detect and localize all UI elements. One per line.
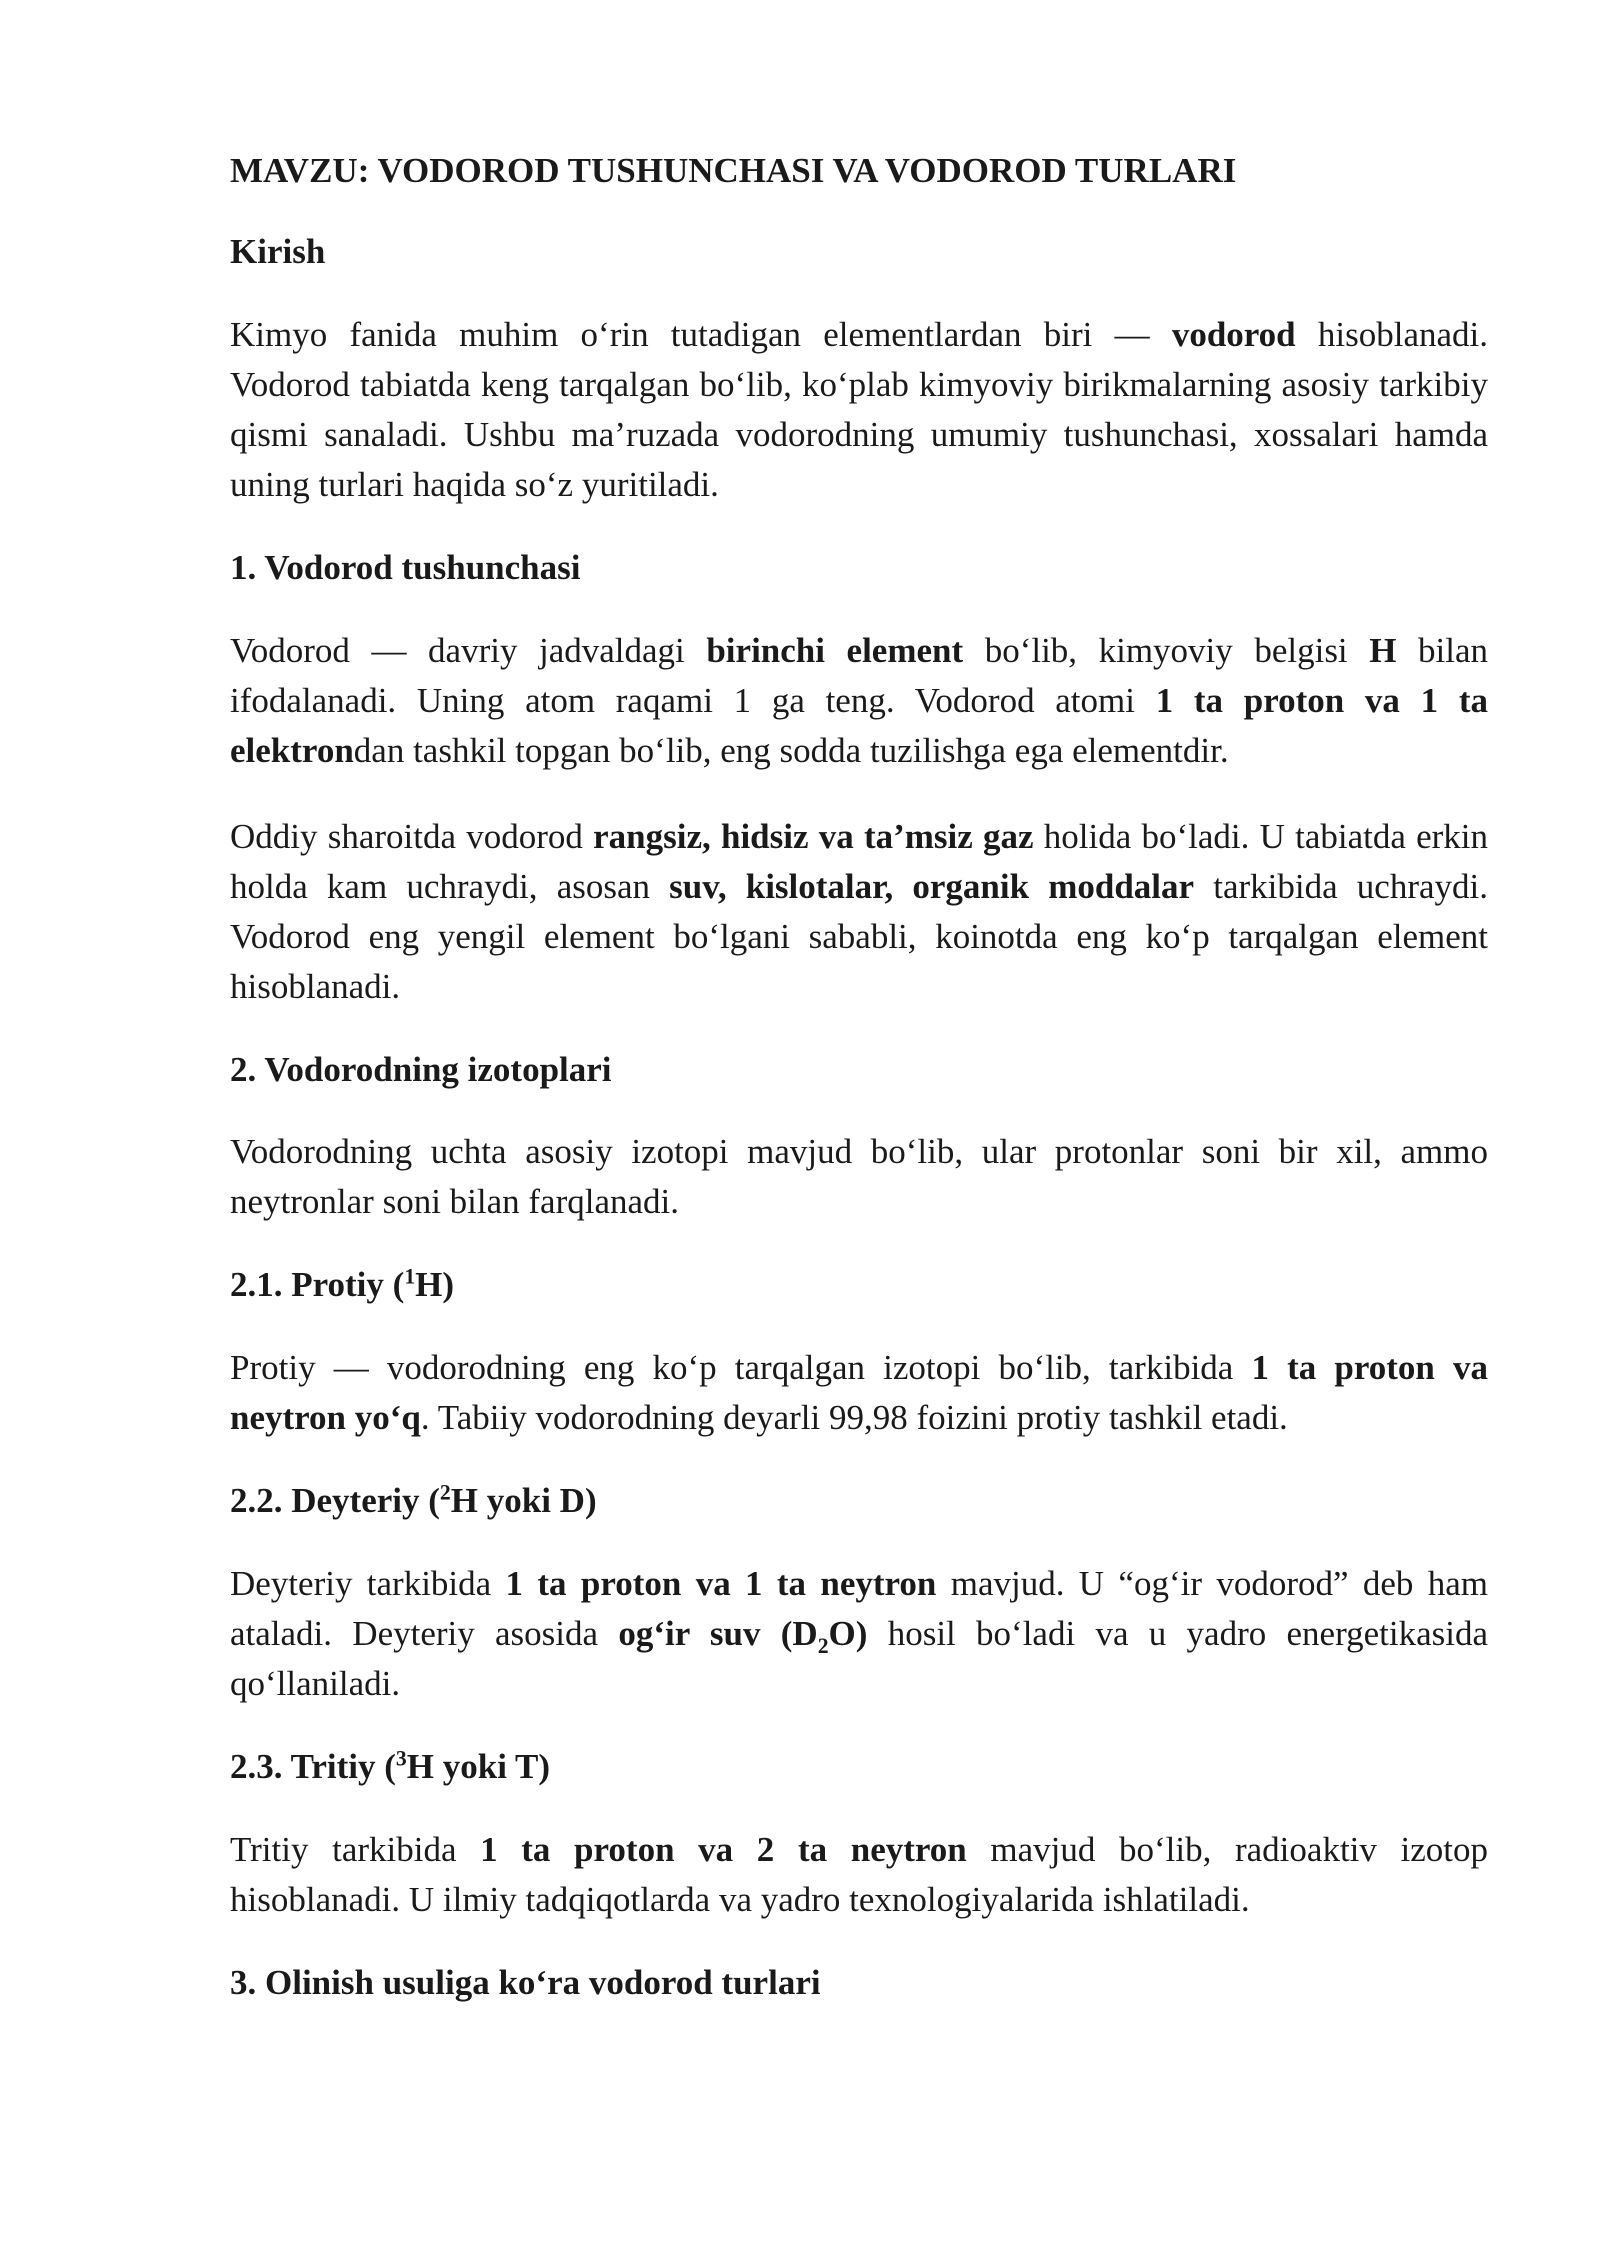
s21-text-a: Protiy — vodorodning eng ko‘p tarqalgan izotopi bo‘lib, tarkibida bbox=[230, 1348, 1252, 1387]
s1-p1-text-e: bilan ifodalanadi. Uning atom raqami 1 ga teng. Vodorod atomi bbox=[230, 630, 1488, 720]
section-2-paragraph: Vodorodning uchta asosiy izotopi mavjud bo‘lib, ular protonlar soni bir xil, ammo neytronlar soni bilan farqlanadi. bbox=[230, 1132, 1488, 1222]
s1-p2-text-e: tarkibida uchraydi. Vodorod eng yengil element bo‘lgani sababli, koinotda eng ko‘p tarqalgan element hisoblanadi. bbox=[230, 866, 1488, 1006]
intro-bold-vodorod: vodorod bbox=[1171, 314, 1296, 354]
s22-bold-d2: O) bbox=[828, 1613, 868, 1653]
s1-p1-bold-f: 1 ta proton va 1 ta elektron bbox=[230, 680, 1488, 770]
s1-p2-bold-d: suv, kislotalar, organik moddalar bbox=[669, 866, 1195, 906]
s22-bold-b: 1 ta proton va 1 ta neytron bbox=[505, 1563, 937, 1603]
section-2-2-paragraph bbox=[230, 1559, 1488, 1709]
s1-p2-bold-b: rangsiz, hidsiz va ta’msiz gaz bbox=[593, 816, 1034, 856]
s22-text-c: mavjud. U “og‘ir vodorod” deb ham ataladi. Deyteriy asosida bbox=[230, 1563, 1488, 1653]
s23-heading-a: 2.3. Tritiy ( bbox=[230, 1746, 396, 1786]
document-title: MAVZU: VODOROD TUSHUNCHASI VA VODOROD TURLARI bbox=[230, 151, 1237, 190]
s22-text-e: hosil bo‘ladi va u yadro energetikasida qo‘llaniladi. bbox=[230, 1613, 1489, 1703]
s23-heading-b: H yoki T) bbox=[406, 1746, 551, 1786]
s21-text-c: . Tabiiy vodorodning deyarli 99,98 foizini protiy tashkil etadi. bbox=[420, 1398, 1288, 1437]
s22-heading-b: H yoki D) bbox=[450, 1481, 597, 1520]
s22-bold-heavy-water bbox=[618, 1613, 868, 1658]
intro-heading: Kirish bbox=[230, 232, 326, 271]
section-2-3-paragraph bbox=[230, 1825, 1488, 1925]
s1-p1-bold-d: H bbox=[1369, 630, 1397, 670]
s22-bold-sub: 2 bbox=[817, 1633, 829, 1658]
s23-text-c: mavjud bo‘lib, radioaktiv izotop hisoblanadi. U ilmiy tadqiqotlarda va yadro texnologiyalarida ishlatiladi. bbox=[230, 1829, 1489, 1919]
s1-p1-text-a: Vodorod — davriy jadvaldagi bbox=[230, 630, 707, 670]
section-2-heading: 2. Vodorodning izotoplari bbox=[230, 1049, 612, 1089]
intro-text-2: hisoblanadi. Vodorod tabiatda keng tarqalgan bo‘lib, ko‘plab kimyoviy birikmalarning asosiy tarkibiy qismi sanaladi. Ushbu ma’ruzada vodorodning umumiy tushunchasi, xossalari hamda uning turlari haqida so‘z yuritiladi. bbox=[230, 314, 1488, 504]
intro-paragraph bbox=[230, 310, 1488, 510]
s23-text-a: Tritiy tarkibida bbox=[230, 1829, 481, 1869]
s1-p1-text-g: dan tashkil topgan bo‘lib, eng sodda tuzilishga ega elementdir. bbox=[353, 730, 1229, 770]
document-page bbox=[230, 150, 1488, 2040]
s22-bold-d1: og‘ir suv (D bbox=[618, 1613, 818, 1653]
section-2-2-heading bbox=[230, 1479, 1488, 1523]
section-1-paragraph-2 bbox=[230, 812, 1488, 1012]
intro-text-1: Kimyo fanida muhim o‘rin tutadigan elementlardan biri — bbox=[230, 314, 1172, 354]
s1-p2-text-a: Oddiy sharoitda vodorod bbox=[230, 816, 594, 856]
s22-heading-sup: 2 bbox=[439, 1480, 451, 1505]
s21-heading-a: 2.1. Protiy ( bbox=[230, 1265, 405, 1305]
s21-bold-b: 1 ta proton va neytron yo‘q bbox=[230, 1348, 1488, 1437]
section-2-1-paragraph bbox=[230, 1343, 1488, 1443]
s23-bold-b: 1 ta proton va 2 ta neytron bbox=[480, 1829, 967, 1869]
s22-heading-a: 2.2. Deyteriy ( bbox=[230, 1481, 440, 1520]
section-2-3-heading bbox=[230, 1745, 1488, 1789]
section-1-heading: 1. Vodorod tushunchasi bbox=[230, 547, 581, 587]
s1-p1-text-c: bo‘lib, kimyoviy belgisi bbox=[963, 630, 1370, 670]
s21-heading-sup: 1 bbox=[404, 1264, 416, 1289]
section-2-1-heading bbox=[230, 1263, 1488, 1307]
s21-heading-b: H) bbox=[415, 1265, 455, 1305]
section-3-heading: 3. Olinish usuliga ko‘ra vodorod turlari bbox=[230, 1962, 821, 2002]
s1-p2-text-c: holida bo‘ladi. U tabiatda erkin holda kam uchraydi, asosan bbox=[230, 816, 1489, 906]
s22-text-a: Deyteriy tarkibida bbox=[230, 1563, 506, 1603]
section-1-paragraph-1 bbox=[230, 626, 1488, 776]
s23-heading-sup: 3 bbox=[395, 1746, 407, 1771]
s1-p1-bold-b: birinchi element bbox=[706, 630, 964, 670]
